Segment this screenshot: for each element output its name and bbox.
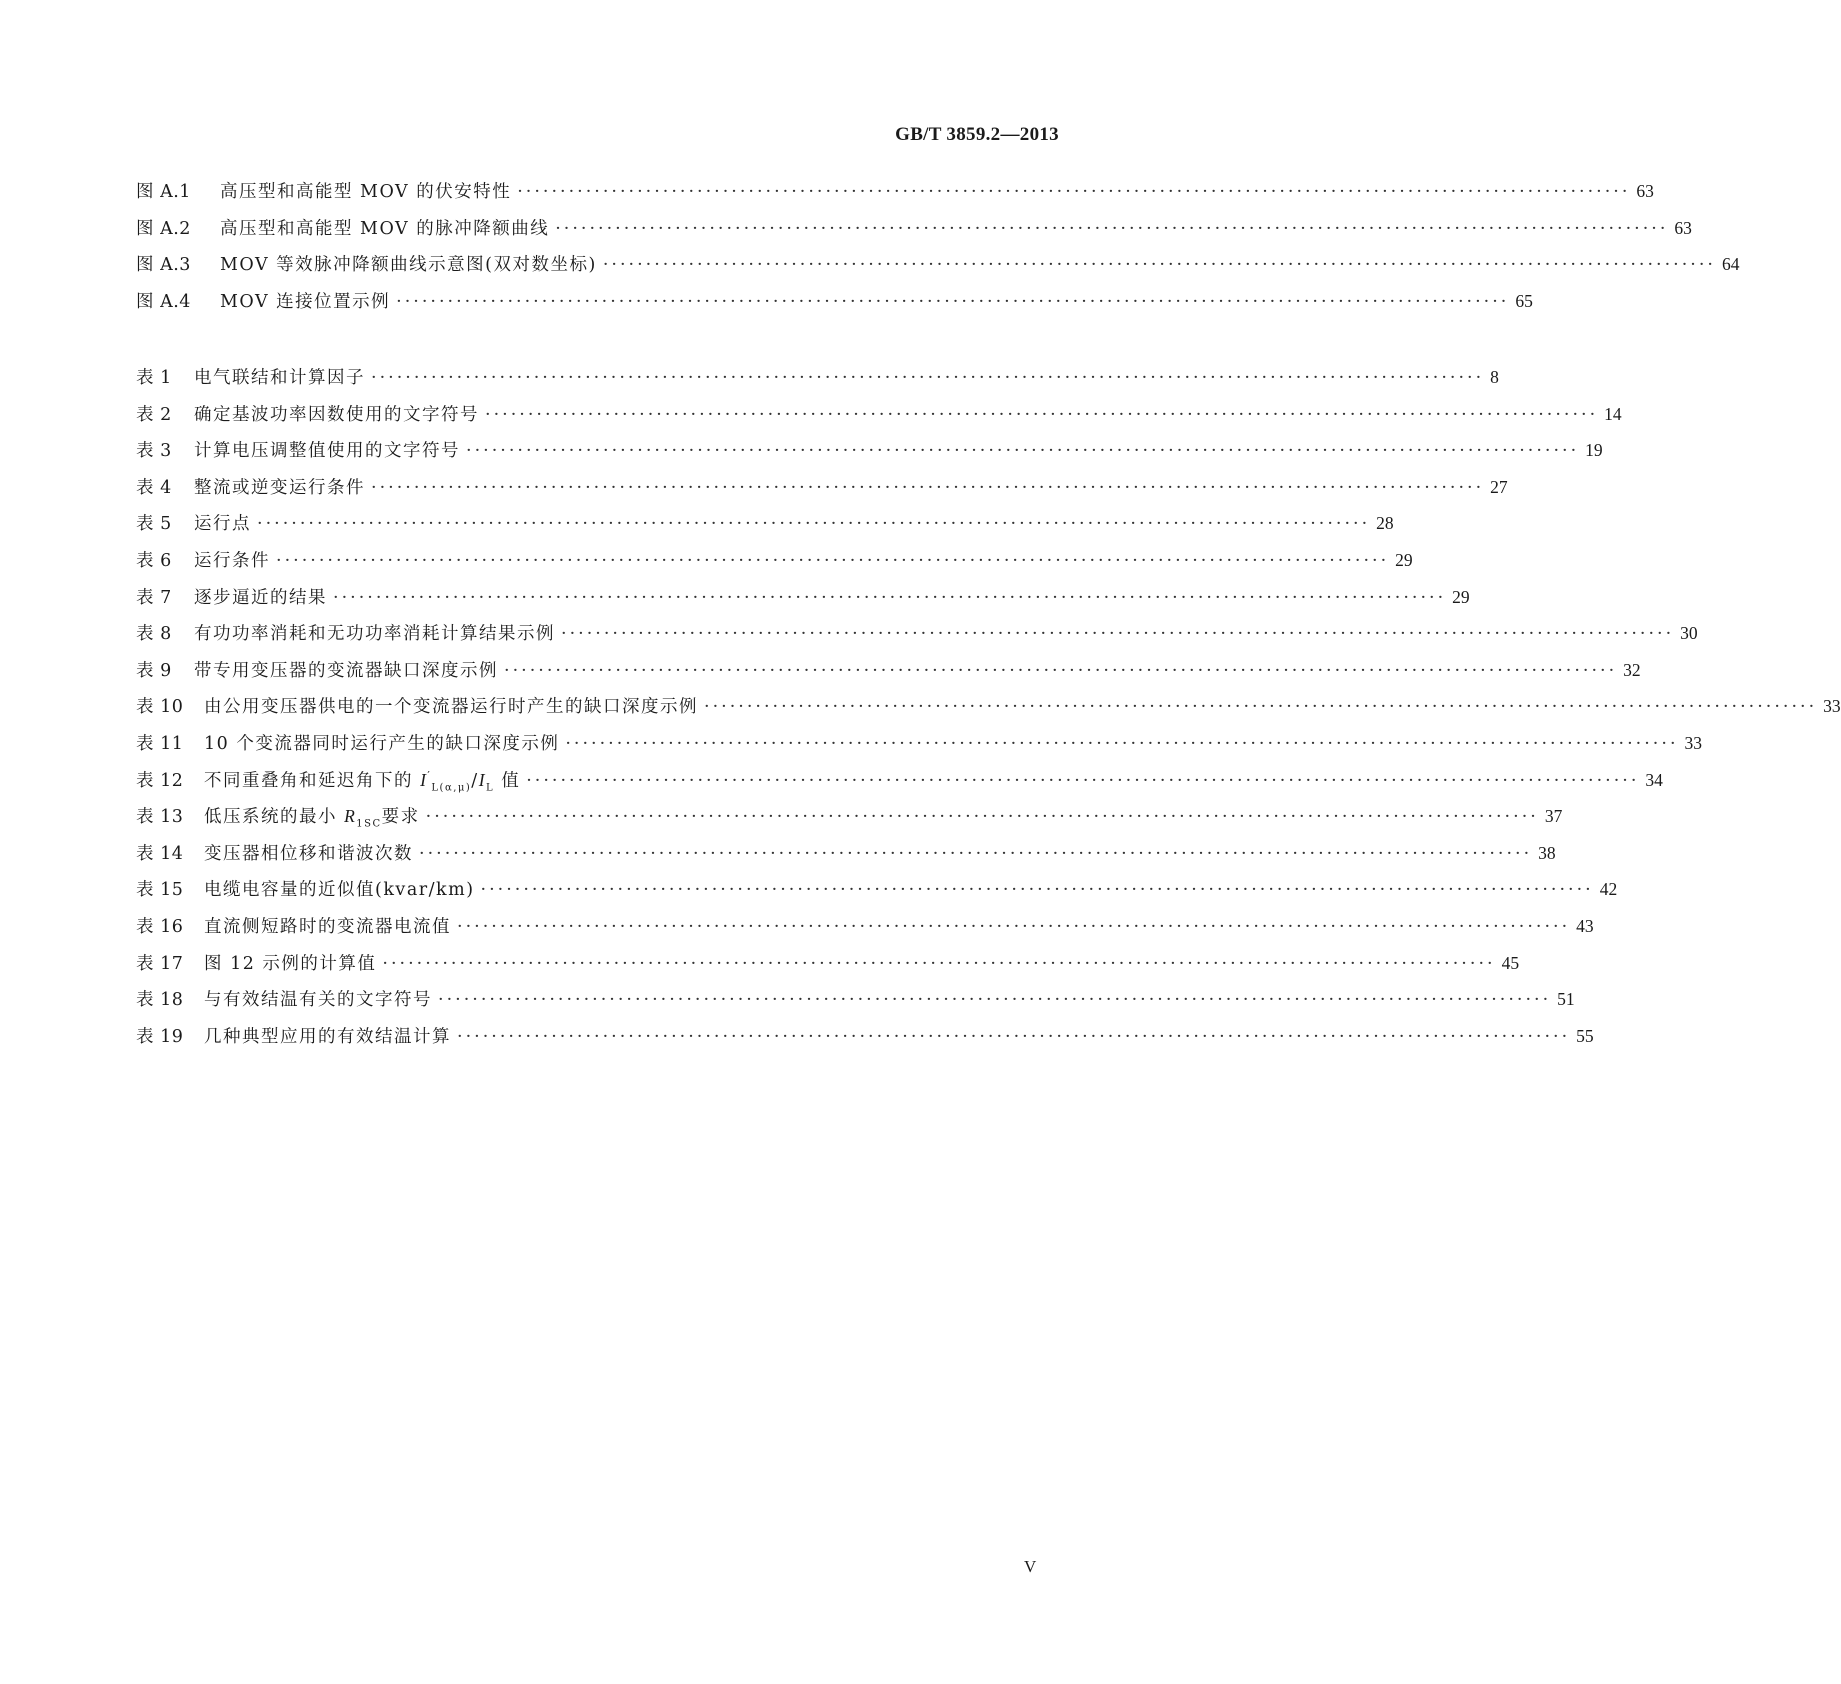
- dot-leader: [481, 880, 1594, 900]
- entry-page: 14: [1604, 403, 1622, 424]
- entry-label: 表 12: [136, 770, 184, 791]
- entry-page: 43: [1576, 915, 1594, 936]
- toc-entry[interactable]: [136, 474, 1508, 511]
- entry-title: 整流或逆变运行条件: [194, 477, 365, 498]
- entry-page: 32: [1623, 659, 1641, 680]
- dot-leader: [561, 624, 1674, 644]
- page-number: V: [1024, 1557, 1037, 1576]
- toc-entry[interactable]: [136, 620, 1698, 657]
- dot-leader: [704, 697, 1817, 717]
- entry-page: 27: [1490, 476, 1508, 497]
- dot-leader: [517, 182, 1630, 202]
- standard-number: GB/T 3859.2—2013: [895, 124, 1059, 145]
- entry-page: 30: [1680, 623, 1698, 644]
- title-text: 要求: [381, 807, 420, 828]
- toc-entry[interactable]: [136, 986, 1575, 1023]
- entry-label: 表 1: [136, 368, 172, 388]
- subscript: 1SC: [356, 818, 382, 830]
- toc-entry[interactable]: [136, 547, 1413, 584]
- dot-leader: [504, 661, 1617, 681]
- toc-entry[interactable]: [136, 251, 1740, 288]
- entry-title: 运行点: [194, 514, 251, 535]
- entry-title: 与有效结温有关的文字符号: [204, 990, 432, 1011]
- dot-leader: [466, 441, 1579, 461]
- toc-entry[interactable]: [136, 657, 1641, 694]
- entry-title: 计算电压调整值使用的文字符号: [194, 441, 460, 462]
- entry-title: 几种典型应用的有效结温计算: [204, 1026, 451, 1047]
- entry-title: 高压型和高能型 MOV 的伏安特性: [220, 182, 512, 202]
- entry-page: 19: [1585, 440, 1603, 461]
- toc-entry[interactable]: [136, 840, 1556, 877]
- entry-title: 确定基波功率因数使用的文字符号: [194, 404, 479, 425]
- dot-leader: [457, 917, 1570, 937]
- toc-entry[interactable]: [136, 215, 1692, 252]
- entry-page: 33: [1823, 696, 1841, 717]
- entry-label: 表 13: [136, 807, 184, 828]
- toc-entry[interactable]: [136, 693, 1841, 730]
- toc-entry[interactable]: [136, 913, 1594, 950]
- entry-label: 表 10: [136, 697, 184, 718]
- dot-leader: [438, 990, 1551, 1010]
- entry-label: 图 A.1: [136, 182, 191, 202]
- entry-page: 64: [1721, 254, 1740, 275]
- entry-title: 直流侧短路时的变流器电流值: [204, 916, 451, 937]
- entry-page: 45: [1501, 952, 1520, 973]
- toc-entry[interactable]: [136, 510, 1394, 547]
- toc-entry[interactable]: [136, 584, 1470, 621]
- entry-label: 表 6: [136, 550, 172, 571]
- entry-title: MOV 等效脉冲降额曲线示意图(双对数坐标): [220, 255, 597, 276]
- symbol-i: I: [478, 769, 487, 790]
- symbol-i: I: [420, 769, 428, 790]
- entry-label: 表 14: [136, 843, 184, 864]
- symbol-r: R: [344, 806, 357, 827]
- entry-label: 表 2: [136, 404, 172, 425]
- toc-entry[interactable]: [136, 876, 1618, 913]
- entry-label: 图 A.2: [136, 218, 191, 239]
- dot-leader: [333, 588, 1446, 608]
- entry-page: 34: [1645, 769, 1663, 790]
- entry-page: 38: [1538, 842, 1556, 863]
- entry-page: 8: [1490, 367, 1499, 387]
- toc-entry[interactable]: [136, 803, 1563, 840]
- entry-label: 表 8: [136, 624, 172, 645]
- entry-label: 表 19: [136, 1026, 184, 1047]
- entry-title: [204, 767, 520, 794]
- entry-page: 63: [1674, 217, 1692, 238]
- entry-label: 表 7: [136, 587, 172, 608]
- dot-leader: [526, 771, 1639, 791]
- entry-title: 运行条件: [194, 550, 270, 571]
- entry-page: 29: [1395, 549, 1413, 570]
- entry-label: 图 A.3: [136, 255, 191, 276]
- entry-page: 51: [1557, 989, 1575, 1010]
- entry-label: 表 3: [136, 441, 172, 462]
- entry-label: 表 16: [136, 916, 184, 937]
- entry-title: 由公用变压器供电的一个变流器运行时产生的缺口深度示例: [204, 697, 698, 718]
- entry-title: MOV 连接位置示例: [220, 291, 391, 312]
- title-text: 不同重叠角和延迟角下的: [204, 770, 413, 791]
- dot-leader: [371, 478, 1484, 498]
- entry-label: 表 9: [136, 660, 172, 681]
- dot-leader: [276, 551, 1389, 571]
- toc-entry[interactable]: [136, 401, 1622, 438]
- entry-label: 表 15: [136, 880, 184, 901]
- entry-title: 电气联结和计算因子: [194, 368, 365, 388]
- dot-leader: [555, 219, 1668, 239]
- entry-page: 33: [1684, 732, 1703, 753]
- dot-leader: [257, 514, 1370, 534]
- entry-page: 29: [1452, 586, 1470, 607]
- entry-page: 63: [1636, 181, 1654, 201]
- dot-leader: [565, 734, 1678, 754]
- entry-title: 变压器相位移和谐波次数: [204, 843, 413, 864]
- entry-page: 42: [1599, 879, 1618, 900]
- entry-page: 28: [1376, 513, 1394, 534]
- entry-title: 带专用变压器的变流器缺口深度示例: [194, 660, 498, 681]
- dot-leader: [382, 954, 1495, 974]
- dot-leader: [371, 368, 1484, 388]
- slash: /: [471, 770, 479, 791]
- toc-entry[interactable]: [136, 730, 1703, 767]
- toc-entry[interactable]: [136, 178, 1654, 215]
- entry-label: 表 11: [136, 733, 184, 754]
- entry-page: 37: [1544, 806, 1563, 827]
- entry-title: 有功功率消耗和无功功率消耗计算结果示例: [194, 624, 555, 645]
- dot-leader: [457, 1027, 1570, 1047]
- entry-title: 逐步逼近的结果: [194, 587, 327, 608]
- entry-label: 表 17: [136, 953, 184, 974]
- entry-title: 高压型和高能型 MOV 的脉冲降额曲线: [220, 218, 550, 239]
- entry-label: 表 18: [136, 990, 184, 1011]
- entry-label: 表 5: [136, 514, 172, 535]
- entry-title: 图 12 示例的计算值: [204, 953, 377, 974]
- entry-label: 表 4: [136, 477, 172, 498]
- dot-leader: [396, 292, 1509, 312]
- dot-leader: [603, 255, 1716, 275]
- title-text: 值: [501, 770, 521, 791]
- subscript: L: [486, 782, 495, 794]
- toc-entry[interactable]: [136, 437, 1603, 474]
- prime-mark: ′: [427, 768, 432, 782]
- toc-entry[interactable]: [136, 767, 1663, 804]
- entry-label: 图 A.4: [136, 291, 191, 312]
- subscript: L(α,μ): [431, 782, 472, 794]
- toc-entry[interactable]: [136, 364, 1499, 401]
- dot-leader: [485, 405, 1598, 425]
- dot-leader: [419, 844, 1532, 864]
- dot-leader: [426, 807, 1539, 827]
- entry-title: [204, 803, 420, 830]
- entry-title: 电缆电容量的近似值(kvar/km): [204, 880, 475, 901]
- toc-entry[interactable]: [136, 288, 1533, 325]
- figure-list: [136, 178, 1740, 324]
- entry-page: 55: [1576, 1025, 1594, 1046]
- entry-page: 65: [1515, 290, 1533, 311]
- toc-entry[interactable]: [136, 950, 1520, 987]
- title-text: 低压系统的最小: [204, 807, 337, 828]
- table-list: [136, 364, 1841, 1059]
- entry-title: 10 个变流器同时运行产生的缺口深度示例: [204, 733, 560, 754]
- toc-entry[interactable]: [136, 1023, 1594, 1060]
